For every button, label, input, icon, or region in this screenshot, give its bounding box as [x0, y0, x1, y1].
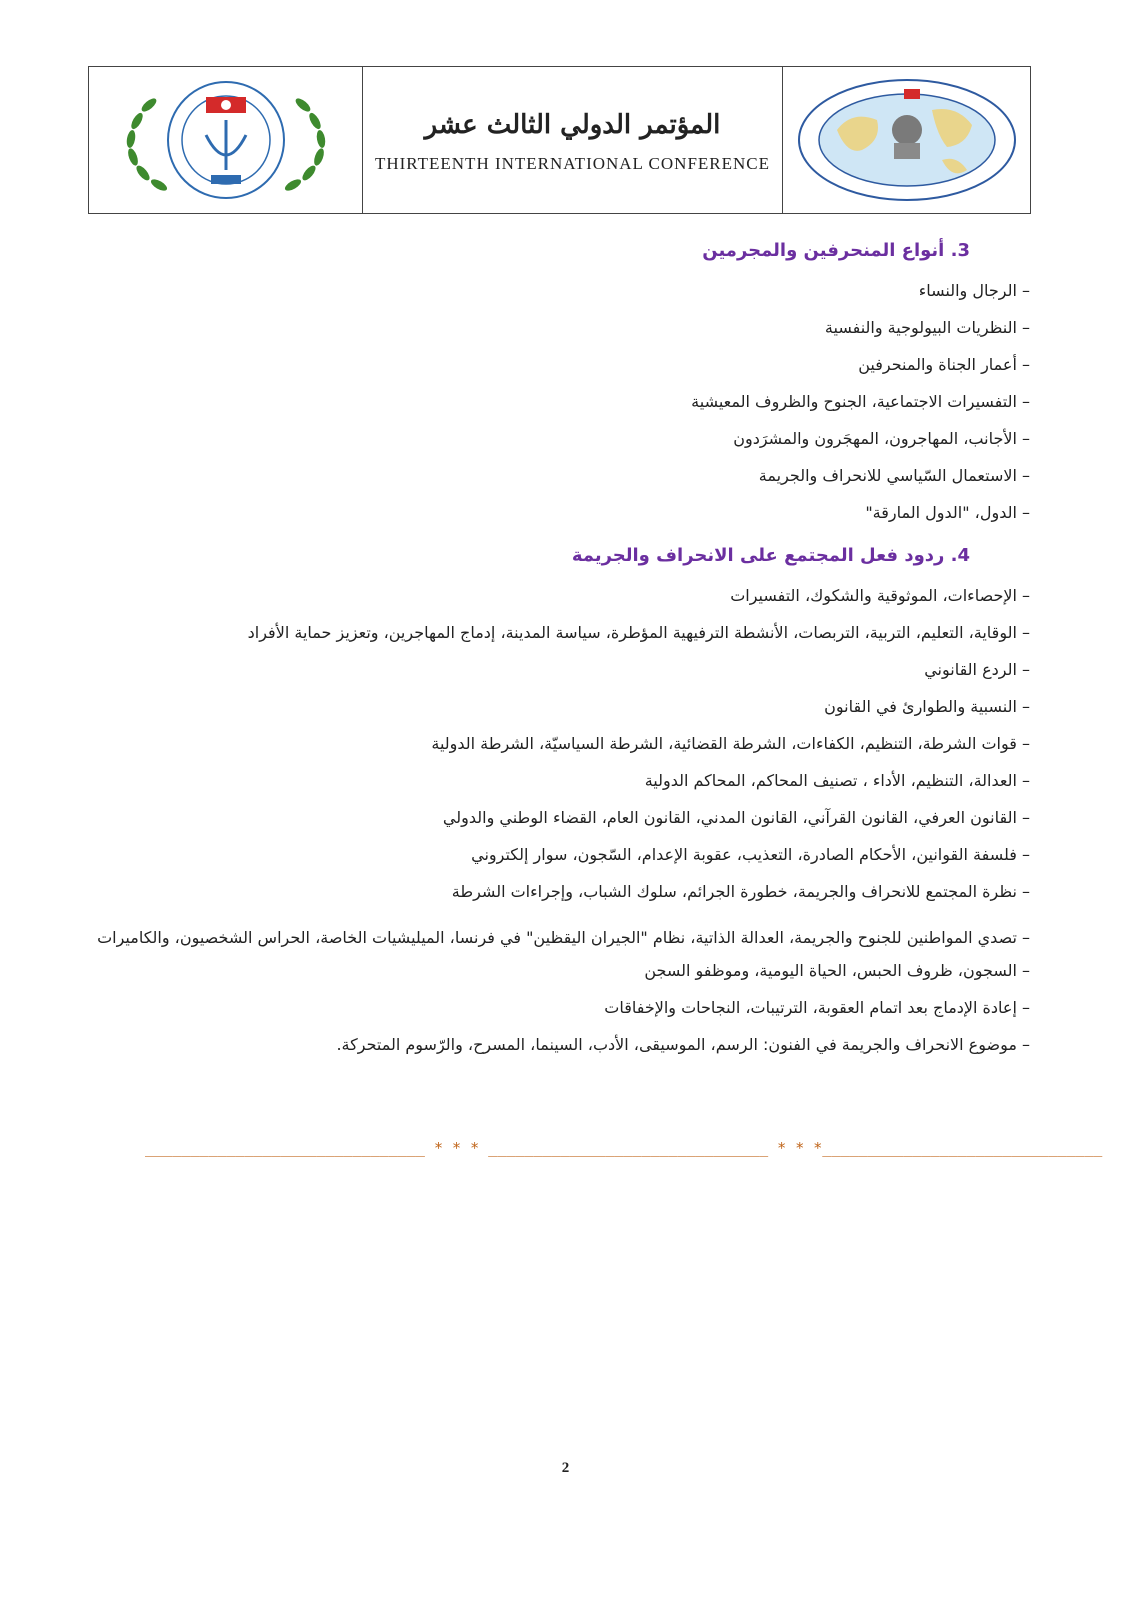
list-item: – إعادة الإدماج بعد اتمام العقوبة، الترتيبات، النجاحات والإخفاقات — [604, 998, 1030, 1017]
association-logo — [101, 75, 351, 205]
list-item: – النسبية والطوارئ في القانون — [824, 697, 1030, 716]
page-number: 2 — [561, 1460, 570, 1476]
list-item: – الأجانب، المهاجرون، المهجَرون والمشرَدون — [733, 429, 1030, 448]
section-4-heading: 4. ردود فعل المجتمع على الانحراف والجريمة — [571, 545, 970, 566]
list-item: – العدالة، التنظيم، الأداء ، تصنيف المحاكم، المحاكم الدولية — [644, 771, 1030, 790]
conference-title-english: THIRTEENTH INTERNATIONAL CONFERENCE — [374, 154, 771, 173]
section-3-heading: 3. أنواع المنحرفين والمجرمين — [702, 240, 970, 261]
list-item: – موضوع الانحراف والجريمة في الفنون: الرسم، الموسيقى، الأدب، السينما، المسرح، والرّسوم المتحركة. — [336, 1035, 1030, 1054]
list-item: – أعمار الجناة والمنحرفين — [858, 355, 1030, 374]
list-item: – قوات الشرطة، التنظيم، الكفاءات، الشرطة القضائية، الشرطة السياسيّة، الشرطة الدولية — [431, 734, 1030, 753]
list-item: – نظرة المجتمع للانحراف والجريمة، خطورة الجرائم، سلوك الشباب، وإجراءات الشرطة — [451, 882, 1030, 901]
list-item: – الردع القانوني — [924, 660, 1030, 679]
list-item: – السجون، ظروف الحبس، الحياة اليومية، وموظفو السجن — [644, 961, 1030, 980]
list-item: – الدول، "الدول المارقة" — [865, 503, 1030, 522]
globe-logo — [792, 75, 1022, 205]
list-item: – تصدي المواطنين للجنوح والجريمة، العدالة الذاتية، نظام "الجيران اليقظين" في فرنسا، الميليشيات الخاصة، الحراس الشخصيون، والكاميرات — [97, 928, 1030, 947]
list-item: – الوقاية، التعليم، التربية، التربصات، الأنشطة الترفيهية المؤطرة، سياسة المدينة، إدماج المهاجرين، وتعزيز حماية الأفراد — [247, 623, 1030, 642]
document-body — [80, 240, 1030, 1072]
list-item: – القانون العرفي، القانون القرآني، القانون المدني، القانون العام، القضاء الوطني والدولي — [442, 808, 1030, 827]
list-item: – الاستعمال السّياسي للانحراف والجريمة — [758, 466, 1030, 485]
list-item: – التفسيرات الاجتماعية، الجنوح والظروف المعيشية — [691, 392, 1030, 411]
left-logo-cell — [89, 67, 363, 213]
conference-title-cell — [363, 67, 783, 213]
conference-header — [88, 66, 1031, 214]
right-logo-cell — [783, 67, 1030, 213]
section-3-list — [80, 281, 1030, 523]
list-item: – الإحصاءات، الموثوقية والشكوك، التفسيرات — [730, 586, 1030, 605]
section-separator: _______________________________ * * * _______________________________ * * *_______________________________ — [145, 1139, 1103, 1157]
list-item: – فلسفة القوانين، الأحكام الصادرة، التعذيب، عقوبة الإعدام، السّجون، سوار إلكتروني — [471, 845, 1030, 864]
list-item: – النظريات البيولوجية والنفسية — [824, 318, 1030, 337]
conference-title-arabic: المؤتمر الدولي الثالث عشر — [424, 110, 721, 140]
section-4-list — [80, 586, 1030, 1055]
list-item: – الرجال والنساء — [918, 281, 1030, 300]
